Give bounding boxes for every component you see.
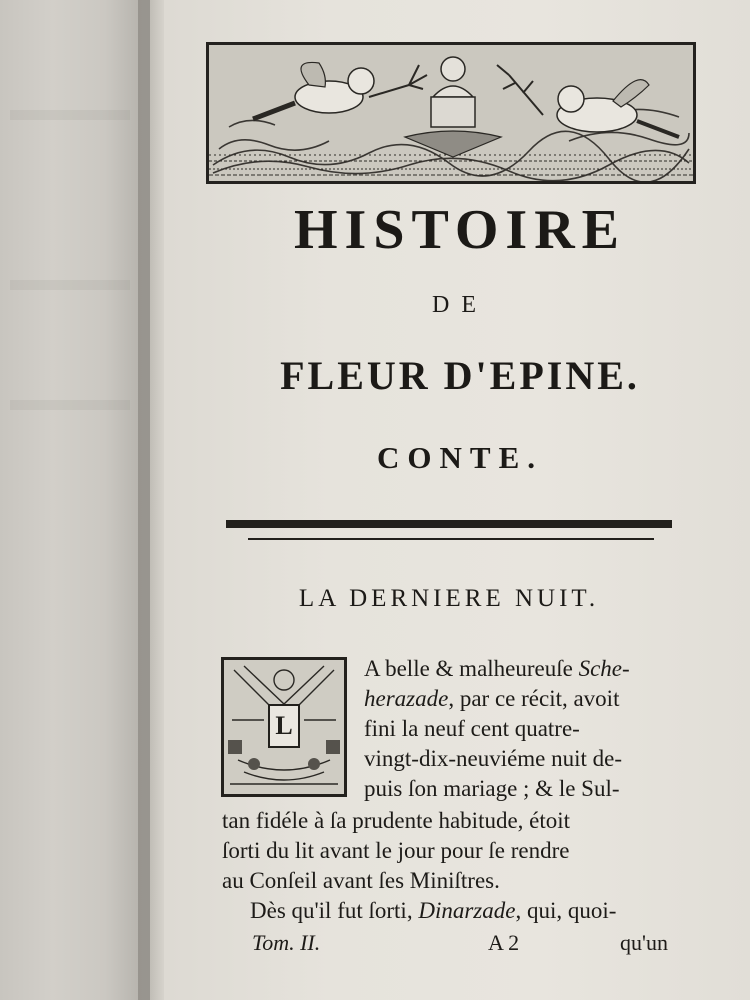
text-line: Dès qu'il fut ſorti, Dinarzade, qui, quoi- [250, 898, 617, 923]
volume-marker: Tom. II. [252, 930, 321, 955]
show-through-text [10, 280, 130, 290]
text-line: vingt-dix-neuviéme nuit de- [364, 746, 623, 771]
title-de: DE [432, 292, 488, 318]
section-heading: LA DERNIERE NUIT. [298, 585, 600, 612]
text-line: herazade, par ce récit, avoit [364, 686, 620, 711]
catchword: qu'un [620, 930, 668, 955]
text-line: ſorti du lit avant le jour pour ſe rendre [222, 838, 570, 863]
initial-letter: L [268, 704, 300, 748]
decorated-initial [221, 657, 347, 797]
title-fleur-d-epine: FLEUR D'EPINE. [280, 353, 640, 398]
text-line: tan fidéle à ſa prudente habitude, étoit [222, 808, 571, 833]
show-through-text [10, 400, 130, 410]
divider-rule-thick [226, 520, 672, 528]
divider-rule-thin [248, 538, 654, 540]
title-conte: CONTE. [377, 440, 543, 475]
text-line: puis ſon mariage ; & le Sul- [364, 776, 620, 801]
show-through-text [10, 110, 130, 120]
left-page [0, 0, 150, 1000]
signature-mark: A 2 [488, 930, 520, 955]
title-histoire: HISTOIRE [294, 199, 626, 261]
book-gutter [138, 0, 164, 1000]
cherubs-engraving [209, 45, 693, 181]
text-line: A belle & malheureuſe Sche- [364, 656, 630, 681]
text-line: fini la neuf cent quatre- [364, 716, 580, 741]
headpiece-ornament [206, 42, 696, 184]
text-line: au Conſeil avant ſes Miniſtres. [222, 868, 500, 893]
